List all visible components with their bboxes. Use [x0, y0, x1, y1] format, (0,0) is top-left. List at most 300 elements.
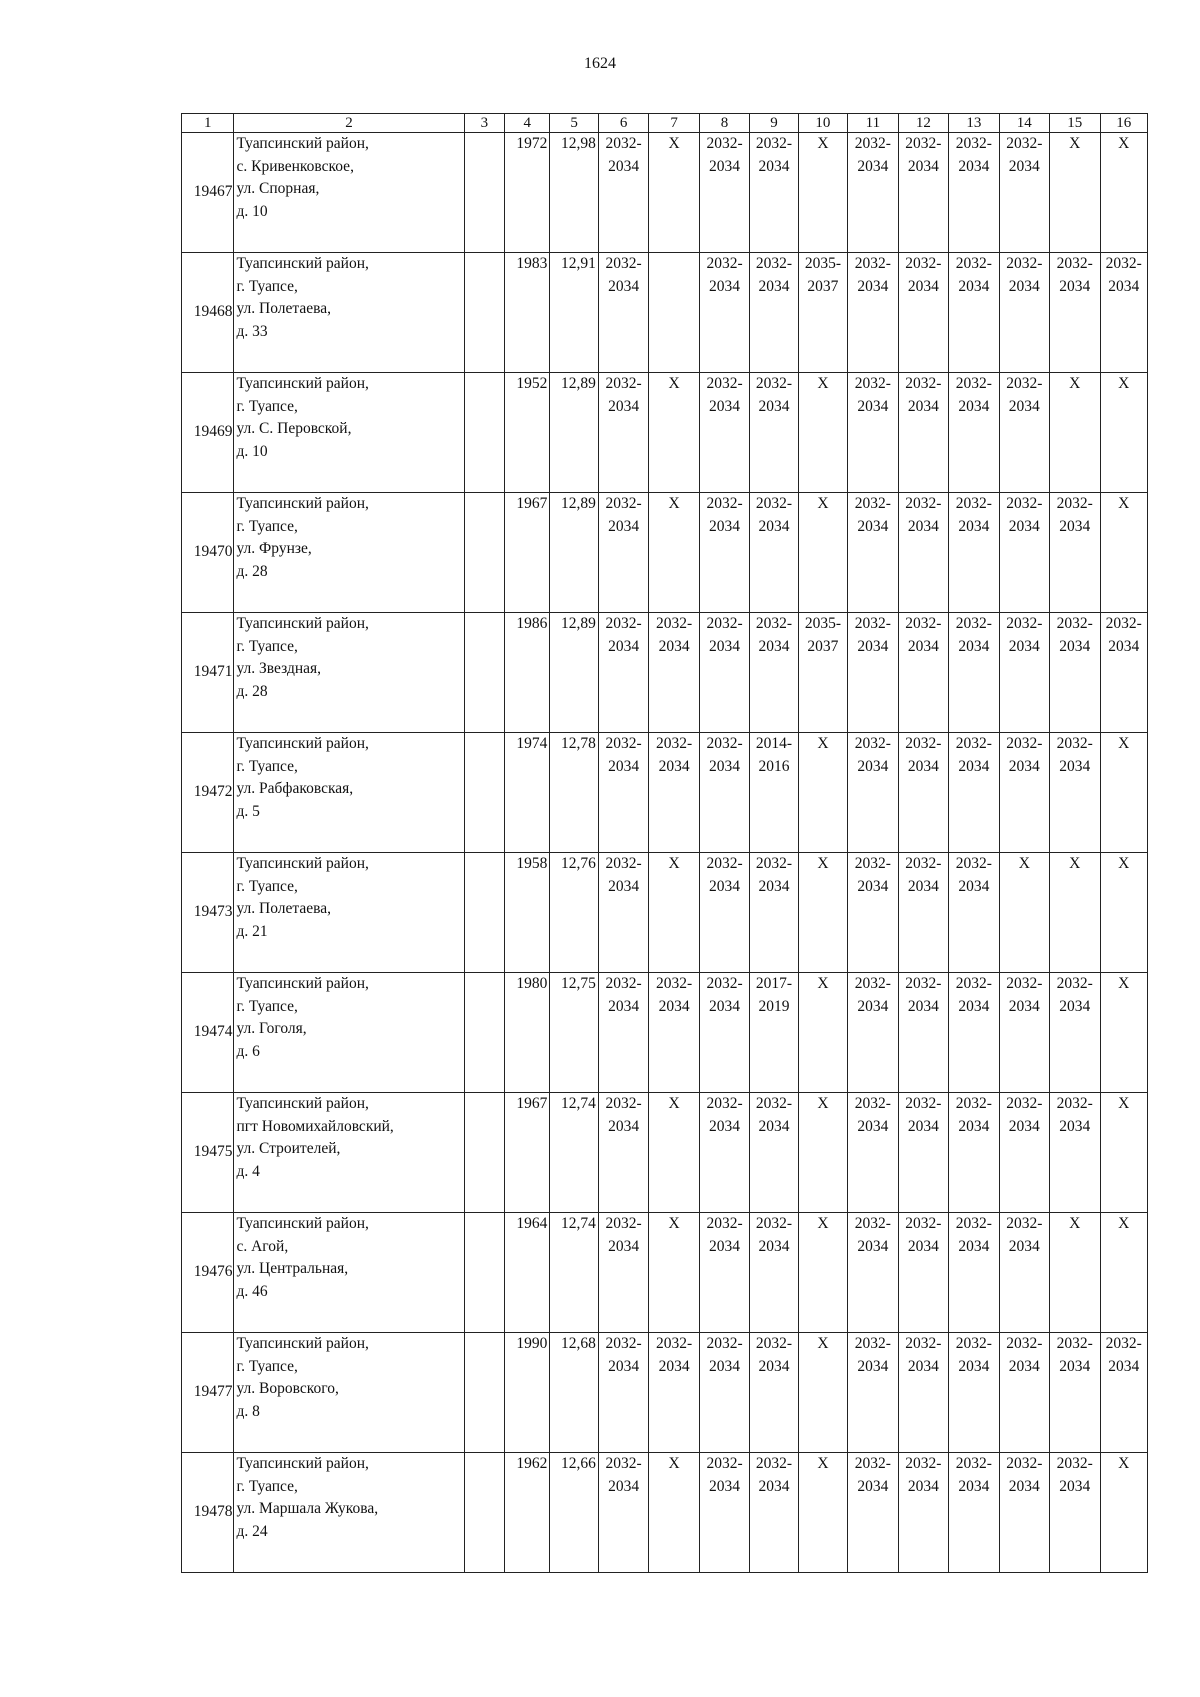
period-text: X — [1069, 1215, 1081, 1232]
period-cell-col-6 — [598, 1453, 648, 1573]
address-line: г. Туапсе, — [236, 877, 298, 895]
address-line: г. Туапсе, — [236, 1357, 298, 1375]
period-text: 2032- — [605, 1215, 642, 1232]
address-line: пгт Новомихайловский, — [236, 1117, 394, 1135]
period-text: 2034 — [958, 1477, 990, 1495]
period-text: 2032- — [1105, 615, 1142, 632]
period-text: 2032- — [605, 1455, 642, 1472]
period-cell-col-12 — [898, 1453, 948, 1573]
period-text: 2032- — [655, 735, 693, 752]
period-text: X — [1118, 375, 1130, 392]
column-header-3: 3 — [464, 114, 504, 133]
address-line: ул. Фрунзе, — [236, 540, 312, 557]
column-number-row — [182, 114, 1148, 133]
value-cell: 12,66 — [550, 1453, 598, 1573]
period-text: 2034 — [709, 757, 741, 775]
record-number: 19472 — [182, 733, 234, 853]
period-cell-col-13 — [949, 373, 999, 493]
period-text: 2032- — [755, 255, 793, 272]
period-text: 2034 — [958, 277, 990, 295]
period-text: X — [817, 1455, 829, 1472]
period-text: 2032- — [706, 135, 743, 152]
period-text: 2034 — [709, 997, 741, 1015]
period-text: 2017- — [755, 975, 793, 992]
period-text: 2034 — [709, 517, 741, 535]
period-cell-col-11 — [848, 133, 898, 253]
period-cell-col-8 — [699, 733, 749, 853]
period-cell-col-11 — [848, 1213, 898, 1333]
period-text: 2032- — [706, 255, 743, 272]
period-text: 2032- — [1006, 1215, 1043, 1232]
address-line: ул. Строителей, — [236, 1140, 341, 1157]
period-cell-col-11 — [848, 1333, 898, 1453]
period-text: X — [817, 1095, 829, 1112]
period-text: X — [817, 1335, 829, 1352]
address-line: г. Туапсе, — [236, 997, 298, 1015]
year-cell: 1958 — [505, 853, 550, 973]
table-body — [182, 133, 1148, 1573]
address-line: д. 33 — [236, 322, 268, 340]
period-text: 2034 — [1059, 757, 1091, 775]
period-text: X — [817, 735, 829, 752]
column-header-15: 15 — [1050, 114, 1100, 133]
period-cell-col-14 — [999, 733, 1049, 853]
period-text: 2032- — [955, 1455, 992, 1472]
period-text: 2032- — [854, 255, 891, 272]
period-cell-col-8 — [699, 1213, 749, 1333]
period-text: X — [817, 1215, 829, 1232]
period-cell-col-13 — [949, 733, 999, 853]
period-text: 2032- — [1105, 1335, 1142, 1352]
period-text: 2034 — [857, 517, 889, 535]
record-number: 19474 — [182, 973, 234, 1093]
period-text: 2032- — [1006, 1095, 1043, 1112]
period-text: 2032- — [854, 1335, 891, 1352]
period-cell-col-7 — [649, 1453, 699, 1573]
value-cell: 12,74 — [550, 1093, 598, 1213]
period-text: 2032- — [755, 615, 793, 632]
period-text: 2034 — [758, 277, 790, 295]
period-text: 2032- — [605, 615, 642, 632]
period-text: 2032- — [755, 495, 793, 512]
address-line: ул. Рабфаковская, — [236, 780, 354, 797]
period-text: 2032- — [854, 855, 891, 872]
period-cell-col-15 — [1050, 733, 1100, 853]
period-cell-col-10 — [798, 1453, 847, 1573]
period-cell-col-6 — [598, 733, 648, 853]
period-text: 2034 — [1008, 397, 1040, 415]
period-text: 2032- — [1006, 615, 1043, 632]
year-cell: 1986 — [505, 613, 550, 733]
address-line: Туапсинский район, — [236, 1455, 369, 1472]
period-text: 2034 — [608, 277, 640, 295]
period-text: 2032- — [605, 495, 642, 512]
period-cell-col-10 — [798, 1213, 847, 1333]
column-3-cell — [464, 1093, 504, 1213]
period-cell-col-16 — [1100, 373, 1148, 493]
period-text: X — [1118, 1455, 1130, 1472]
address-line: д. 8 — [236, 1402, 260, 1420]
period-cell-col-14 — [999, 1093, 1049, 1213]
period-text: 2034 — [608, 1117, 640, 1135]
period-text: 2032- — [854, 495, 891, 512]
address-cell — [234, 1213, 464, 1333]
period-cell-col-16 — [1100, 493, 1148, 613]
period-text: 2032- — [955, 735, 992, 752]
period-text: 2035- — [804, 255, 842, 272]
address-line: с. Агой, — [236, 1237, 289, 1255]
period-cell-col-6 — [598, 373, 648, 493]
period-text: 2034 — [1059, 997, 1091, 1015]
period-cell-col-15 — [1050, 373, 1100, 493]
period-cell-col-11 — [848, 253, 898, 373]
address-line: г. Туапсе, — [236, 517, 298, 535]
column-header-4: 4 — [505, 114, 550, 133]
period-text: 2032- — [955, 135, 992, 152]
period-text: 2034 — [758, 517, 790, 535]
value-cell: 12,89 — [550, 373, 598, 493]
period-cell-col-9 — [750, 493, 798, 613]
period-cell-col-8 — [699, 253, 749, 373]
period-text: 2032- — [955, 255, 992, 272]
period-text: X — [1118, 855, 1130, 872]
address-cell — [234, 1453, 464, 1573]
value-cell: 12,68 — [550, 1333, 598, 1453]
period-text: 2032- — [1006, 1455, 1043, 1472]
period-text: X — [668, 1095, 680, 1112]
table-row — [182, 733, 1148, 853]
period-text: 2034 — [608, 397, 640, 415]
period-text: 2032- — [955, 375, 992, 392]
period-text: X — [817, 495, 829, 512]
period-text: 2034 — [608, 757, 640, 775]
address-cell — [234, 253, 464, 373]
address-line: г. Туапсе, — [236, 637, 298, 655]
period-text: 2032- — [1056, 615, 1093, 632]
period-text: 2032- — [1056, 1455, 1093, 1472]
period-text: 2034 — [857, 877, 889, 895]
period-cell-col-10 — [798, 133, 847, 253]
address-line: ул. Центральная, — [236, 1260, 349, 1277]
column-header-8: 8 — [699, 114, 749, 133]
period-text: 2034 — [907, 1117, 939, 1135]
period-text: 2032- — [955, 975, 992, 992]
period-text: 2032- — [1105, 255, 1142, 272]
table-row — [182, 253, 1148, 373]
period-cell-col-9 — [750, 1333, 798, 1453]
period-text: 2032- — [1006, 975, 1043, 992]
period-cell-col-6 — [598, 1093, 648, 1213]
address-line: д. 10 — [236, 202, 268, 220]
period-text: 2034 — [608, 1357, 640, 1375]
period-cell-col-13 — [949, 1093, 999, 1213]
period-cell-col-15 — [1050, 253, 1100, 373]
period-text: X — [817, 975, 829, 992]
period-cell-col-8 — [699, 133, 749, 253]
period-cell-col-10 — [798, 613, 847, 733]
table-row — [182, 1093, 1148, 1213]
address-line: ул. Воровского, — [236, 1380, 339, 1397]
period-text: 2032- — [1056, 1335, 1093, 1352]
period-text: X — [668, 855, 680, 872]
address-line: Туапсинский район, — [236, 975, 369, 992]
address-line: г. Туапсе, — [236, 397, 298, 415]
period-cell-col-7 — [649, 733, 699, 853]
value-cell: 12,98 — [550, 133, 598, 253]
period-text: 2032- — [955, 1095, 992, 1112]
period-cell-col-14 — [999, 133, 1049, 253]
period-text: 2034 — [709, 877, 741, 895]
period-cell-col-14 — [999, 853, 1049, 973]
period-text: X — [1069, 375, 1081, 392]
period-text: 2034 — [857, 1477, 889, 1495]
period-text: 2034 — [857, 397, 889, 415]
period-text: 2034 — [958, 1237, 990, 1255]
period-cell-col-7 — [649, 613, 699, 733]
period-text: 2034 — [907, 1357, 939, 1375]
period-text: 2034 — [709, 637, 741, 655]
period-text: X — [1118, 1095, 1130, 1112]
period-text: 2032- — [955, 855, 992, 872]
address-cell — [234, 853, 464, 973]
period-text: 2034 — [758, 1117, 790, 1135]
period-cell-col-8 — [699, 373, 749, 493]
period-text: 2034 — [658, 1357, 690, 1375]
address-cell — [234, 733, 464, 853]
column-header-6: 6 — [598, 114, 648, 133]
address-line: ул. Полетаева, — [236, 900, 331, 917]
period-text: 2034 — [709, 1117, 741, 1135]
period-cell-col-12 — [898, 133, 948, 253]
period-text: 2034 — [758, 157, 790, 175]
period-cell-col-7 — [649, 493, 699, 613]
year-cell: 1967 — [505, 493, 550, 613]
table-row — [182, 373, 1148, 493]
column-header-10: 10 — [798, 114, 847, 133]
column-3-cell — [464, 733, 504, 853]
period-text: 2034 — [1059, 517, 1091, 535]
period-cell-col-14 — [999, 973, 1049, 1093]
address-line: д. 24 — [236, 1522, 268, 1540]
address-line: с. Кривенковское, — [236, 157, 354, 175]
period-text: X — [668, 375, 680, 392]
value-cell: 12,76 — [550, 853, 598, 973]
value-cell: 12,89 — [550, 493, 598, 613]
table-row — [182, 133, 1148, 253]
period-text: 2034 — [857, 997, 889, 1015]
period-cell-col-10 — [798, 493, 847, 613]
period-text: X — [817, 375, 829, 392]
period-text: 2034 — [1008, 1357, 1040, 1375]
value-cell: 12,75 — [550, 973, 598, 1093]
period-text: 2034 — [608, 877, 640, 895]
period-cell-col-14 — [999, 1453, 1049, 1573]
period-text: 2032- — [755, 1335, 793, 1352]
period-cell-col-10 — [798, 1333, 847, 1453]
period-text: 2034 — [958, 877, 990, 895]
period-text: 2034 — [1008, 517, 1040, 535]
period-text: X — [1118, 135, 1130, 152]
year-cell: 1962 — [505, 1453, 550, 1573]
period-text: 2034 — [709, 157, 741, 175]
column-3-cell — [464, 613, 504, 733]
period-text: 2034 — [608, 997, 640, 1015]
period-text: 2032- — [905, 615, 942, 632]
period-cell-col-7 — [649, 1333, 699, 1453]
table-row — [182, 1213, 1148, 1333]
value-cell: 12,78 — [550, 733, 598, 853]
period-text: 2032- — [605, 975, 642, 992]
period-cell-col-9 — [750, 733, 798, 853]
period-cell-col-12 — [898, 733, 948, 853]
period-text: 2032- — [955, 615, 992, 632]
address-line: ул. Полетаева, — [236, 300, 331, 317]
period-text: 2032- — [955, 495, 992, 512]
period-text: 2034 — [758, 1357, 790, 1375]
period-text: 2032- — [905, 1335, 942, 1352]
period-cell-col-14 — [999, 1333, 1049, 1453]
period-cell-col-14 — [999, 253, 1049, 373]
period-cell-col-12 — [898, 1333, 948, 1453]
column-3-cell — [464, 853, 504, 973]
period-text: 2034 — [857, 1117, 889, 1135]
period-text: 2034 — [958, 997, 990, 1015]
period-text: 2034 — [1008, 997, 1040, 1015]
period-cell-col-15 — [1050, 1093, 1100, 1213]
period-text: 2034 — [958, 1117, 990, 1135]
period-text: 2032- — [755, 1455, 793, 1472]
address-line: д. 28 — [236, 562, 268, 580]
period-cell-col-11 — [848, 1093, 898, 1213]
period-text: 2034 — [709, 1477, 741, 1495]
period-cell-col-7 — [649, 253, 699, 373]
period-cell-col-16 — [1100, 613, 1148, 733]
period-text: 2034 — [709, 1237, 741, 1255]
record-number: 19477 — [182, 1333, 234, 1453]
period-text: 2034 — [907, 397, 939, 415]
year-cell: 1964 — [505, 1213, 550, 1333]
period-cell-col-6 — [598, 973, 648, 1093]
period-cell-col-9 — [750, 133, 798, 253]
period-text: 2034 — [1008, 1237, 1040, 1255]
address-line: ул. Маршала Жукова, — [236, 1500, 379, 1517]
year-cell: 1990 — [505, 1333, 550, 1453]
column-3-cell — [464, 253, 504, 373]
period-cell-col-7 — [649, 133, 699, 253]
period-cell-col-9 — [750, 853, 798, 973]
period-text: 2032- — [605, 1095, 642, 1112]
column-header-16: 16 — [1100, 114, 1148, 133]
period-cell-col-14 — [999, 1213, 1049, 1333]
period-text: 2034 — [608, 1477, 640, 1495]
period-cell-col-15 — [1050, 1333, 1100, 1453]
register-table — [181, 113, 1148, 1573]
address-line: Туапсинский район, — [236, 735, 369, 752]
period-text: 2032- — [905, 255, 942, 272]
period-text: 2032- — [955, 1335, 992, 1352]
period-cell-col-13 — [949, 1453, 999, 1573]
column-header-2: 2 — [234, 114, 464, 133]
period-text: X — [1118, 1215, 1130, 1232]
period-cell-col-16 — [1100, 1093, 1148, 1213]
period-text: 2032- — [706, 1455, 743, 1472]
address-line: ул. Звездная, — [236, 660, 322, 677]
period-cell-col-16 — [1100, 253, 1148, 373]
period-cell-col-15 — [1050, 1213, 1100, 1333]
period-cell-col-16 — [1100, 133, 1148, 253]
period-text: X — [1118, 735, 1130, 752]
period-text: 2034 — [608, 637, 640, 655]
period-text: 2032- — [706, 1335, 743, 1352]
period-text: 2032- — [755, 855, 793, 872]
period-cell-col-12 — [898, 1093, 948, 1213]
period-cell-col-8 — [699, 493, 749, 613]
period-text: 2032- — [1006, 1335, 1043, 1352]
period-cell-col-12 — [898, 853, 948, 973]
column-header-7: 7 — [649, 114, 699, 133]
period-text: 2014- — [755, 735, 793, 752]
period-text: 2034 — [1059, 1117, 1091, 1135]
column-3-cell — [464, 373, 504, 493]
period-cell-col-8 — [699, 1093, 749, 1213]
period-text: 2034 — [658, 637, 690, 655]
address-cell — [234, 973, 464, 1093]
period-text: 2032- — [1006, 735, 1043, 752]
period-text: 2032- — [655, 1335, 693, 1352]
period-cell-col-11 — [848, 1453, 898, 1573]
period-cell-col-9 — [750, 613, 798, 733]
period-text: 2016 — [758, 757, 790, 775]
period-text: 2034 — [758, 877, 790, 895]
period-text: 2032- — [706, 495, 743, 512]
address-cell — [234, 1093, 464, 1213]
period-cell-col-12 — [898, 373, 948, 493]
period-text: 2034 — [1059, 1357, 1091, 1375]
year-cell: 1983 — [505, 253, 550, 373]
period-cell-col-16 — [1100, 853, 1148, 973]
period-cell-col-8 — [699, 613, 749, 733]
period-text: 2034 — [907, 997, 939, 1015]
period-text: 2034 — [1008, 157, 1040, 175]
period-cell-col-8 — [699, 1333, 749, 1453]
period-text: 2032- — [706, 735, 743, 752]
record-number: 19470 — [182, 493, 234, 613]
period-text: 2032- — [905, 1215, 942, 1232]
period-cell-col-13 — [949, 1213, 999, 1333]
period-text: 2032- — [755, 1095, 793, 1112]
period-cell-col-10 — [798, 253, 847, 373]
period-text: 2032- — [706, 975, 743, 992]
period-text: 2034 — [658, 757, 690, 775]
period-text: 2034 — [907, 157, 939, 175]
address-line: д. 5 — [236, 802, 260, 820]
period-text: 2032- — [1006, 495, 1043, 512]
period-text: 2032- — [605, 255, 642, 272]
table-row — [182, 1333, 1148, 1453]
period-text: 2034 — [758, 1237, 790, 1255]
period-cell-col-10 — [798, 973, 847, 1093]
column-header-12: 12 — [898, 114, 948, 133]
period-cell-col-16 — [1100, 1333, 1148, 1453]
period-text: 2034 — [857, 277, 889, 295]
column-3-cell — [464, 1333, 504, 1453]
period-text: 2034 — [907, 277, 939, 295]
period-text: 2032- — [755, 375, 793, 392]
record-number: 19473 — [182, 853, 234, 973]
period-cell-col-9 — [750, 373, 798, 493]
period-text: 2034 — [1108, 1357, 1140, 1375]
year-cell: 1974 — [505, 733, 550, 853]
